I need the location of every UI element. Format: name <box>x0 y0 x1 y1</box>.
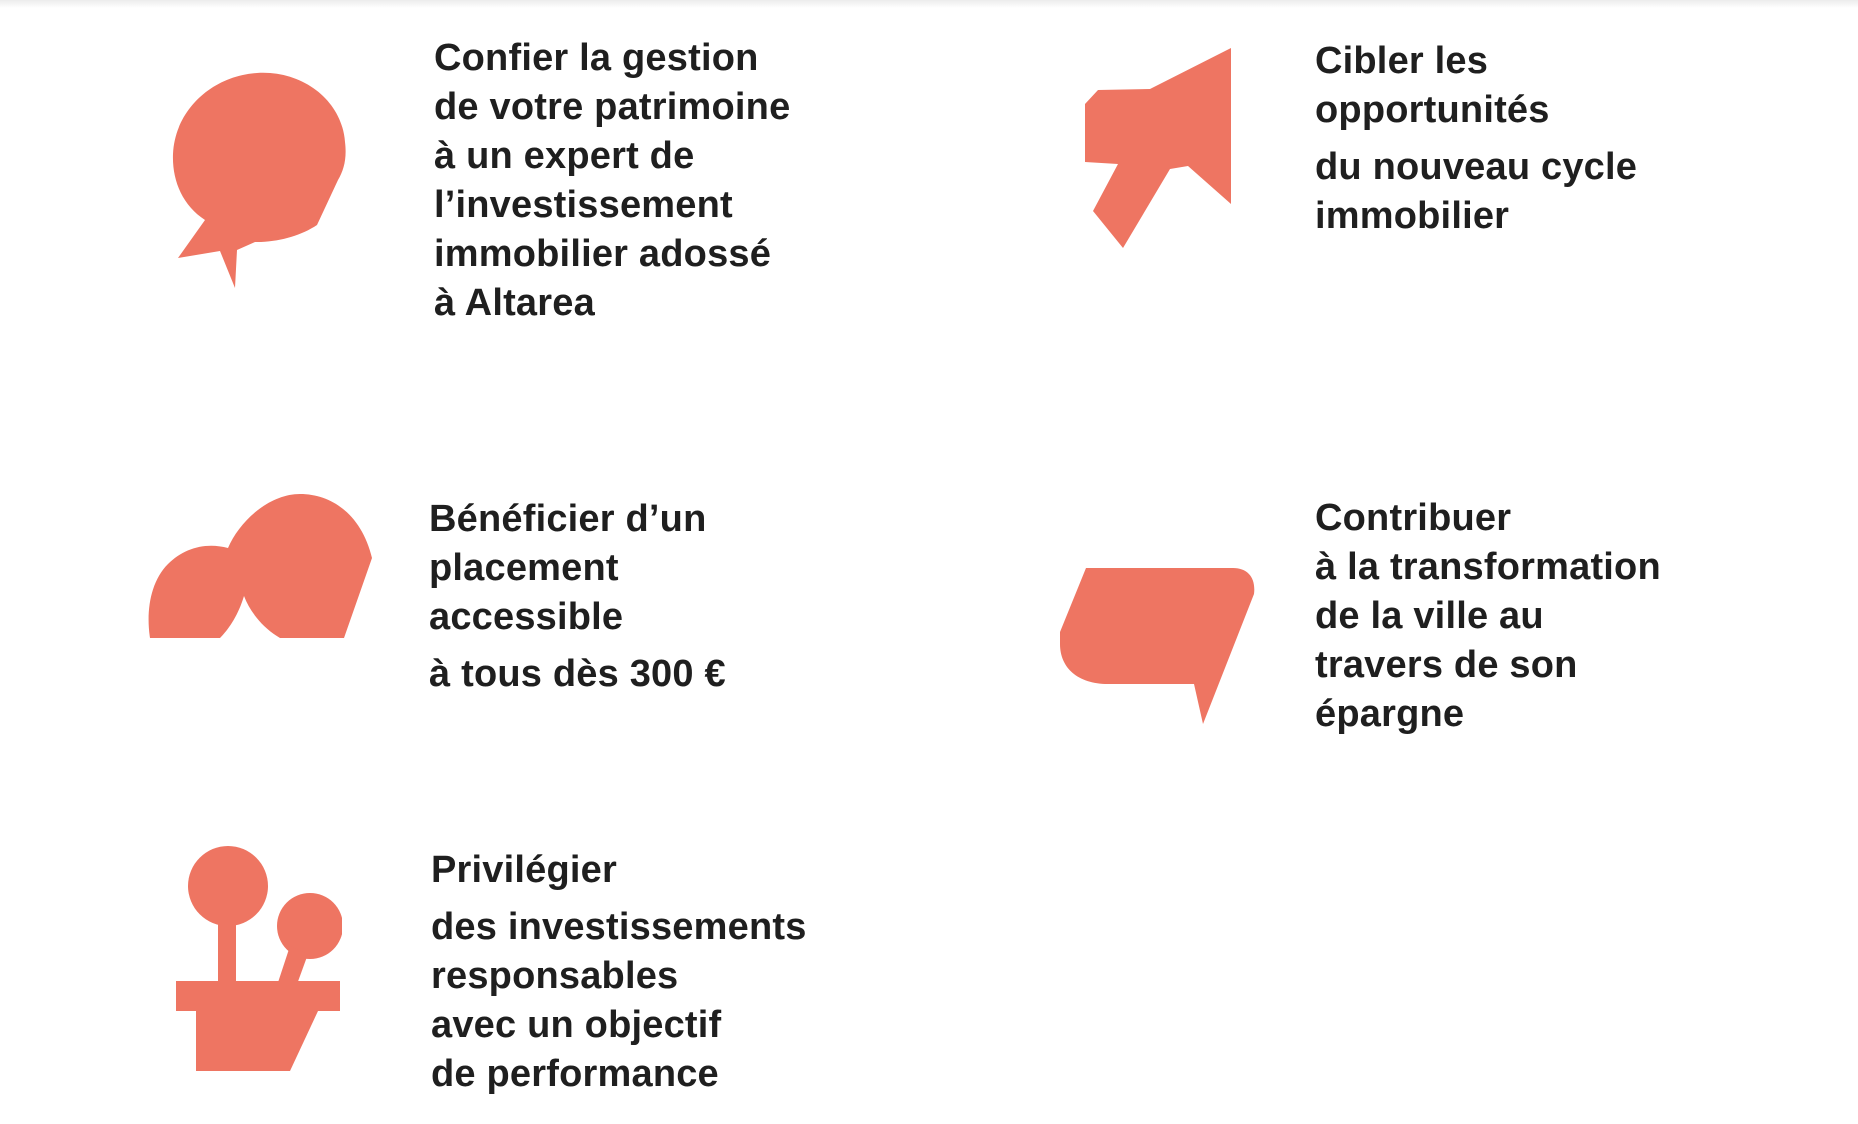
megaphone-icon <box>1082 48 1232 248</box>
benefit-text-5 <box>431 846 807 1099</box>
benefit-text-2 <box>1315 37 1637 241</box>
double-cloud-icon <box>148 492 372 640</box>
top-edge-shadow <box>0 0 1858 8</box>
text-line: avec un objectif <box>431 1004 722 1046</box>
text-line: responsables <box>431 955 679 997</box>
text-line: de votre patrimoine <box>434 86 791 128</box>
text-line: des investissements <box>431 906 807 948</box>
text-line: l’investissement <box>434 184 733 226</box>
text-line: Bénéficier d’un <box>429 498 707 540</box>
text-line: de la ville au <box>1315 595 1544 637</box>
text-line: à la transformation <box>1315 546 1661 588</box>
text-line: de performance <box>431 1053 719 1095</box>
text-line: accessible <box>429 596 624 638</box>
text-line: Confier la gestion <box>434 37 759 79</box>
text-line: immobilier <box>1315 195 1510 237</box>
potted-plant-icon <box>176 846 342 1072</box>
speech-bubble-rect-icon <box>1058 566 1256 726</box>
speech-bubble-round-icon <box>170 70 350 290</box>
text-line: opportunités <box>1315 89 1550 131</box>
text-line: travers de son <box>1315 644 1578 686</box>
text-line: Privilégier <box>431 849 617 891</box>
text-line: Cibler les <box>1315 40 1489 82</box>
benefit-text-4 <box>1315 494 1661 739</box>
benefit-text-3 <box>429 495 726 699</box>
benefit-text-1 <box>434 34 790 328</box>
text-line: à tous dès 300 € <box>429 653 726 695</box>
text-line: à Altarea <box>434 282 595 324</box>
text-line: placement <box>429 547 619 589</box>
text-line: à un expert de <box>434 135 695 177</box>
text-line: immobilier adossé <box>434 233 772 275</box>
text-line: épargne <box>1315 693 1465 735</box>
text-line: du nouveau cycle <box>1315 146 1638 188</box>
text-line: Contribuer <box>1315 497 1512 539</box>
